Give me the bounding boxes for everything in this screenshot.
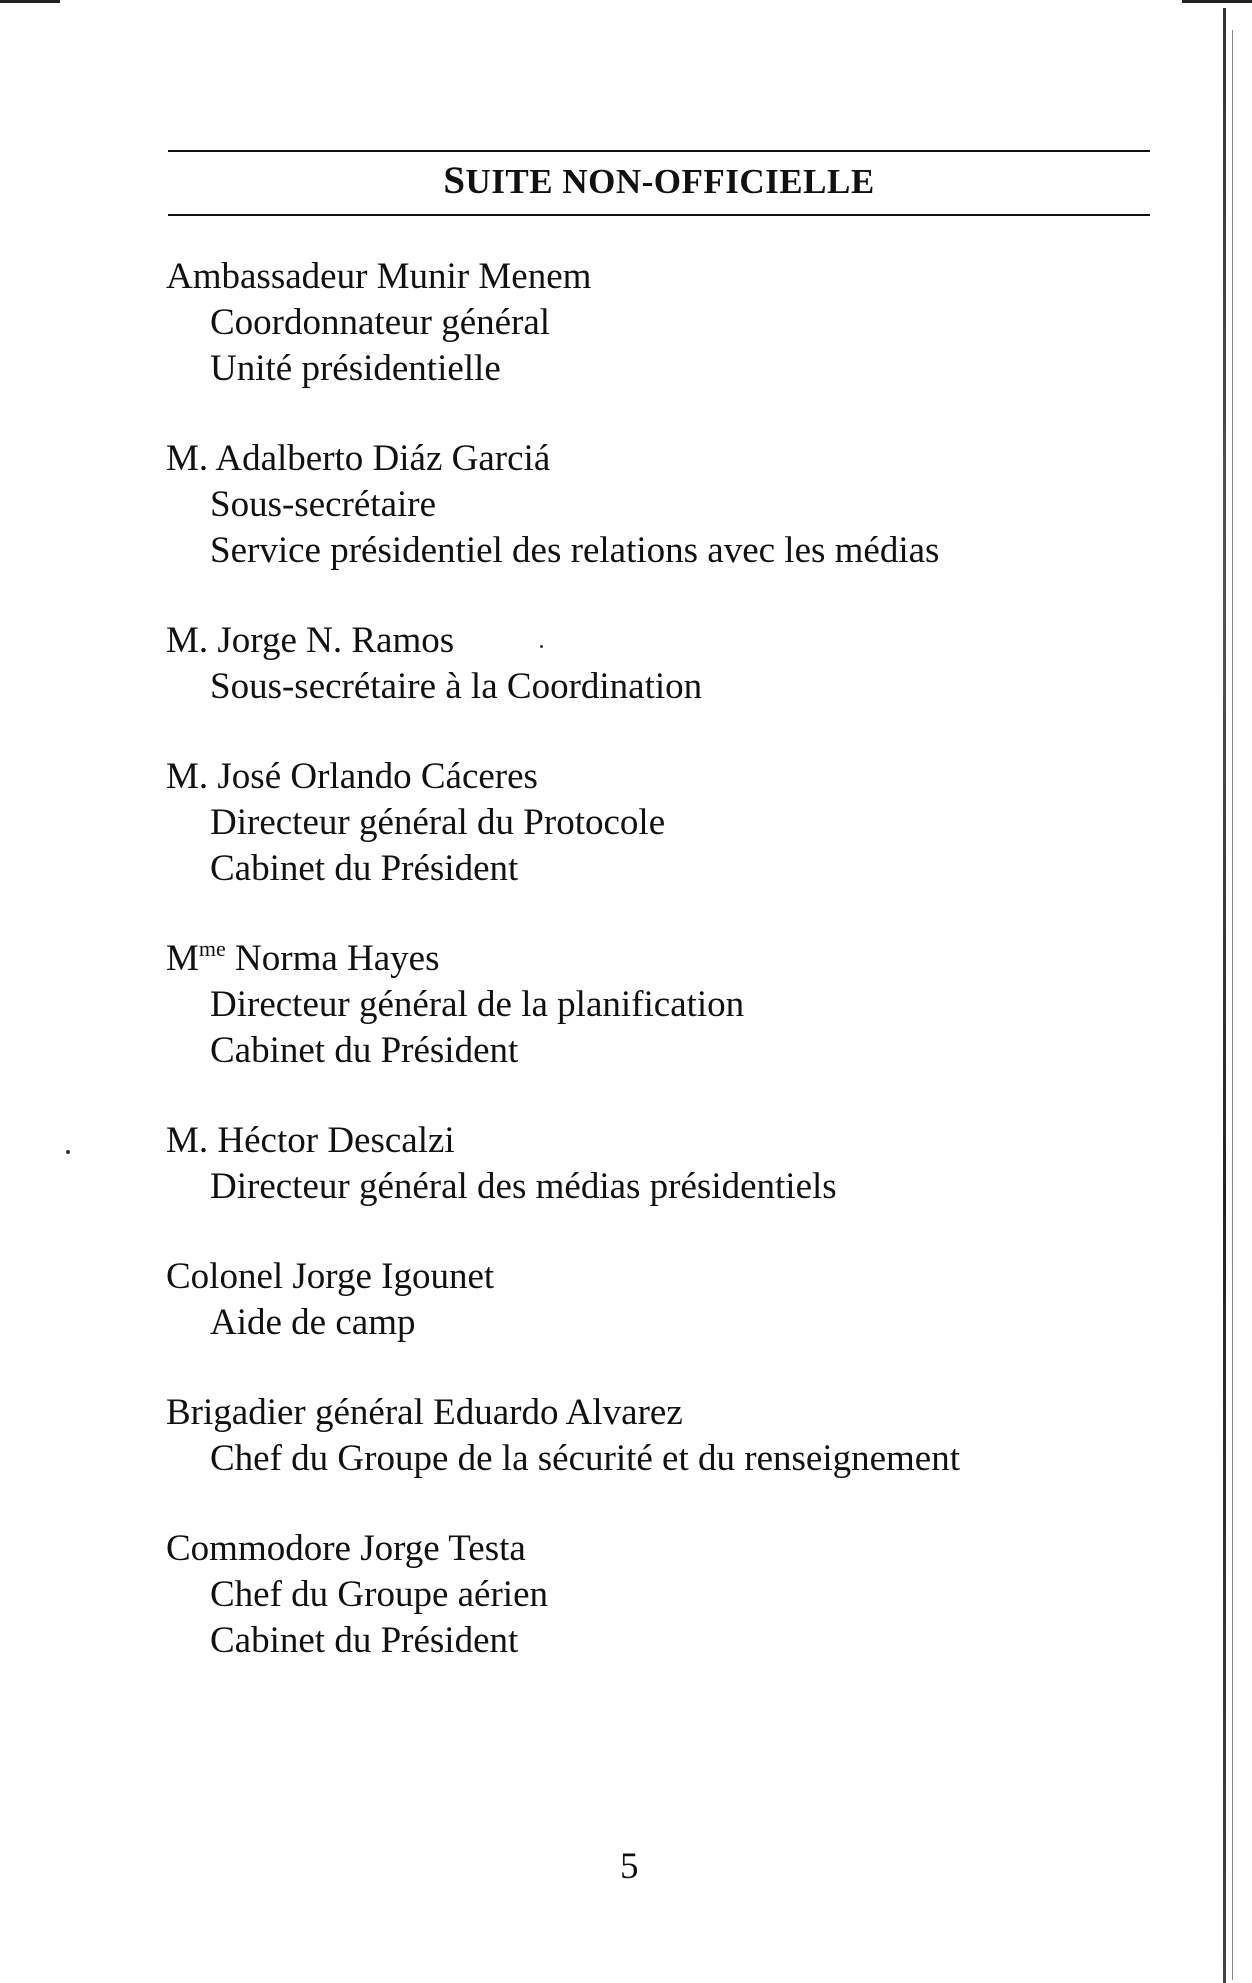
member-role: Directeur général de la planification bbox=[210, 984, 745, 1025]
delegation-list bbox=[166, 254, 1166, 1708]
member-role: Cabinet du Président bbox=[210, 1030, 519, 1071]
member-name: Commodore Jorge Testa bbox=[166, 1528, 526, 1569]
list-item bbox=[166, 1118, 1166, 1210]
scan-page-edge bbox=[1223, 8, 1226, 1983]
title-prefix: M bbox=[166, 938, 199, 979]
member-name: M. Héctor Descalzi bbox=[166, 1120, 455, 1161]
member-name: Brigadier général Eduardo Alvarez bbox=[166, 1392, 683, 1433]
scan-speck bbox=[540, 645, 543, 648]
member-name: M. José Orlando Cáceres bbox=[166, 756, 538, 797]
member-role: Chef du Groupe aérien bbox=[210, 1574, 549, 1615]
member-role: Cabinet du Président bbox=[210, 1620, 519, 1661]
member-name: Ambassadeur Munir Menem bbox=[166, 256, 592, 297]
member-role: Unité présidentielle bbox=[210, 348, 501, 389]
heading-initial: S bbox=[443, 159, 466, 202]
member-name-text: Norma Hayes bbox=[235, 938, 440, 979]
member-role: Service présidentiel des relations avec les médias bbox=[210, 530, 940, 571]
heading-rule-top bbox=[168, 150, 1150, 152]
member-role: Directeur général des médias présidentiels bbox=[210, 1166, 837, 1207]
heading-rest: UITE NON-OFFICIELLE bbox=[465, 162, 875, 201]
member-role: Cabinet du Président bbox=[210, 848, 519, 889]
list-item bbox=[166, 936, 1166, 1074]
member-name bbox=[166, 936, 1166, 982]
title-superscript: me bbox=[198, 936, 226, 961]
member-name: Colonel Jorge Igounet bbox=[166, 1256, 495, 1297]
scan-edge-mark bbox=[1182, 0, 1252, 3]
list-item bbox=[166, 1390, 1166, 1482]
member-role: Sous-secrétaire à la Coordination bbox=[210, 666, 703, 707]
member-name: M. Adalberto Diáz Garciá bbox=[166, 438, 551, 479]
member-role: Sous-secrétaire bbox=[210, 484, 437, 525]
section-heading bbox=[168, 160, 1150, 203]
list-item bbox=[166, 1526, 1166, 1664]
heading-rule-bottom bbox=[168, 214, 1150, 216]
list-item bbox=[166, 254, 1166, 392]
member-role: Aide de camp bbox=[210, 1302, 416, 1343]
member-name: M. Jorge N. Ramos bbox=[166, 620, 455, 661]
scan-page-edge bbox=[1232, 30, 1233, 1980]
member-role: Chef du Groupe de la sécurité et du renseignement bbox=[210, 1438, 961, 1479]
scan-speck bbox=[66, 1150, 70, 1154]
member-role: Coordonnateur général bbox=[210, 302, 551, 343]
list-item bbox=[166, 1254, 1166, 1346]
page-number: 5 bbox=[620, 1846, 639, 1887]
list-item bbox=[166, 754, 1166, 892]
list-item bbox=[166, 618, 1166, 710]
member-role: Directeur général du Protocole bbox=[210, 802, 666, 843]
scan-edge-mark bbox=[0, 0, 60, 3]
list-item bbox=[166, 436, 1166, 574]
